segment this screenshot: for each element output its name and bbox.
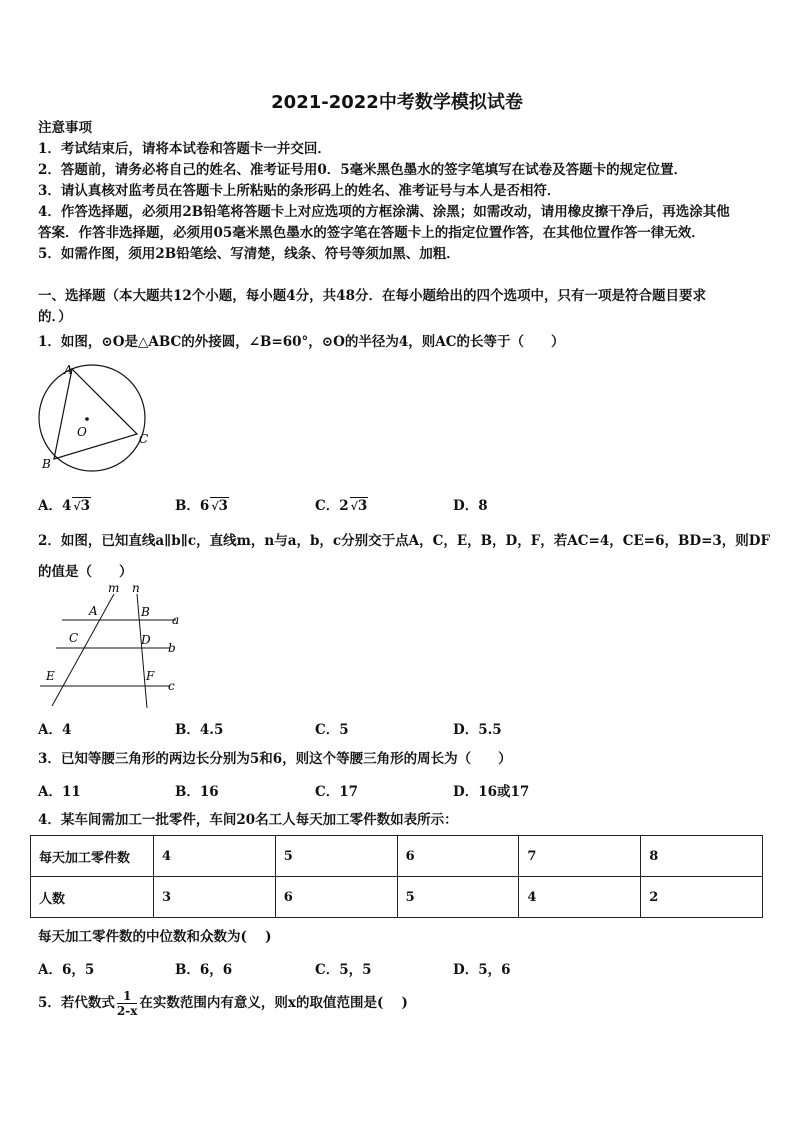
table-cell: 5 (275, 836, 397, 877)
table-row (31, 877, 763, 918)
q3-option-b[interactable]: B．16 (175, 784, 219, 800)
q5-stem (38, 986, 408, 1020)
table-cell: 2 (641, 877, 763, 918)
table-cell: 每天加工零件数 (31, 836, 154, 877)
q1-option-a[interactable]: A．4 √3 (38, 498, 91, 514)
table-row (31, 836, 763, 877)
q2-label-b-point: B (141, 605, 150, 619)
table-cell: 3 (154, 877, 276, 918)
q3-option-c[interactable]: C．17 (315, 784, 359, 800)
q4-data-table (30, 835, 763, 918)
q4-stem: 4．某车间需加工一批零件，车间20名工人每天加工零件数如表所示： (38, 812, 458, 828)
q1-label-b: B (42, 457, 51, 471)
notice-item: 答案．作答非选择题，必须用05毫米黑色墨水的签字笔在答题卡上的指定位置作答，在其他位置作答一律无效． (38, 225, 705, 241)
q4-question: 每天加工零件数的中位数和众数为( ) (38, 929, 272, 945)
q5-suffix: 在实数范围内有意义，则x的取值范围是( ) (139, 995, 408, 1011)
section-heading: 一、选择题（本大题共12个小题，每小题4分，共48分．在每小题给出的四个选项中，只有一项是符合题目要求 (38, 288, 706, 304)
table-cell: 5 (397, 877, 519, 918)
q2-stem: 2．如图，已知直线a∥b∥c，直线m，n与a，b，c分别交于点A，C，E，B，D，F，若AC=4，CE=6，BD=3，则DF (38, 533, 771, 549)
table-cell: 4 (519, 877, 641, 918)
page-title: 2021-2022中考数学模拟试卷 (271, 92, 523, 113)
q2-option-c[interactable]: C．5 (315, 722, 349, 738)
q1-label-a: A (64, 363, 73, 377)
q2-label-m: m (108, 582, 120, 595)
q2-option-d[interactable]: D．5.5 (453, 722, 502, 738)
q5-prefix: 5．若代数式 (38, 995, 115, 1011)
notice-item: 2．答题前，请务必将自己的姓名、准考证号用0．5毫米黑色墨水的签字笔填写在试卷及答题卡的规定位置． (38, 162, 688, 178)
q2-label-d-point: D (141, 633, 151, 647)
q2-parallel-lines-figure (34, 582, 184, 712)
table-cell: 6 (397, 836, 519, 877)
q3-option-a[interactable]: A．11 (38, 784, 81, 800)
notice-item: 1．考试结束后，请将本试卷和答题卡一并交回． (38, 141, 331, 157)
q5-fraction (117, 989, 137, 1018)
q2-option-a[interactable]: A．4 (38, 722, 72, 738)
q2-label-line-c: c (168, 679, 175, 693)
table-cell: 8 (641, 836, 763, 877)
q2-option-b[interactable]: B．4.5 (175, 722, 224, 738)
q3-option-d[interactable]: D．16或17 (453, 784, 530, 800)
table-cell: 4 (154, 836, 276, 877)
section-heading-cont: 的．） (38, 309, 72, 325)
notice-item: 3．请认真核对监考员在答题卡上所粘贴的条形码上的姓名、准考证号与本人是否相符． (38, 183, 561, 199)
q2-label-e-point: E (46, 669, 55, 683)
q4-option-b[interactable]: B．6，6 (175, 962, 233, 978)
q4-option-d[interactable]: D．5，6 (453, 962, 511, 978)
table-cell: 7 (519, 836, 641, 877)
q2-label-a-point: A (89, 604, 98, 618)
q2-label-line-a: a (172, 613, 180, 627)
q1-circle-figure (30, 360, 160, 475)
q1-option-b[interactable]: B．6 √3 (175, 498, 228, 514)
q3-stem: 3．已知等腰三角形的两边长分别为5和6，则这个等腰三角形的周长为（ ） (38, 751, 512, 767)
notice-heading: 注意事项 (38, 120, 92, 136)
q2-label-line-b: b (168, 641, 176, 655)
q1-label-c: C (139, 432, 149, 446)
q2-label-f-point: F (146, 669, 155, 683)
q2-stem-cont: 的值是（ ） (38, 564, 133, 580)
q1-option-d[interactable]: D．8 (453, 498, 488, 514)
q5-denominator: 2-x (116, 1004, 138, 1018)
table-cell: 人数 (31, 877, 154, 918)
notice-item: 4．作答选择题，必须用2B铅笔将答题卡上对应选项的方框涂满、涂黑；如需改动，请用橡皮擦干净后，再选涂其他 (38, 204, 730, 220)
q5-numerator: 1 (122, 989, 132, 1003)
table-cell: 6 (275, 877, 397, 918)
q1-stem: 1．如图，⊙O是△ABC的外接圆，∠B=60°，⊙O的半径为4，则AC的长等于（ ） (38, 334, 565, 350)
notice-item: 5．如需作图，须用2B铅笔绘、写清楚，线条、符号等须加黑、加粗． (38, 246, 460, 262)
q2-label-n: n (132, 582, 140, 595)
q1-option-c[interactable]: C．2 √3 (315, 498, 368, 514)
q4-option-c[interactable]: C．5，5 (315, 962, 372, 978)
q2-label-c-point: C (69, 631, 79, 645)
q1-label-o: O (77, 425, 87, 439)
q4-option-a[interactable]: A．6，5 (38, 962, 95, 978)
